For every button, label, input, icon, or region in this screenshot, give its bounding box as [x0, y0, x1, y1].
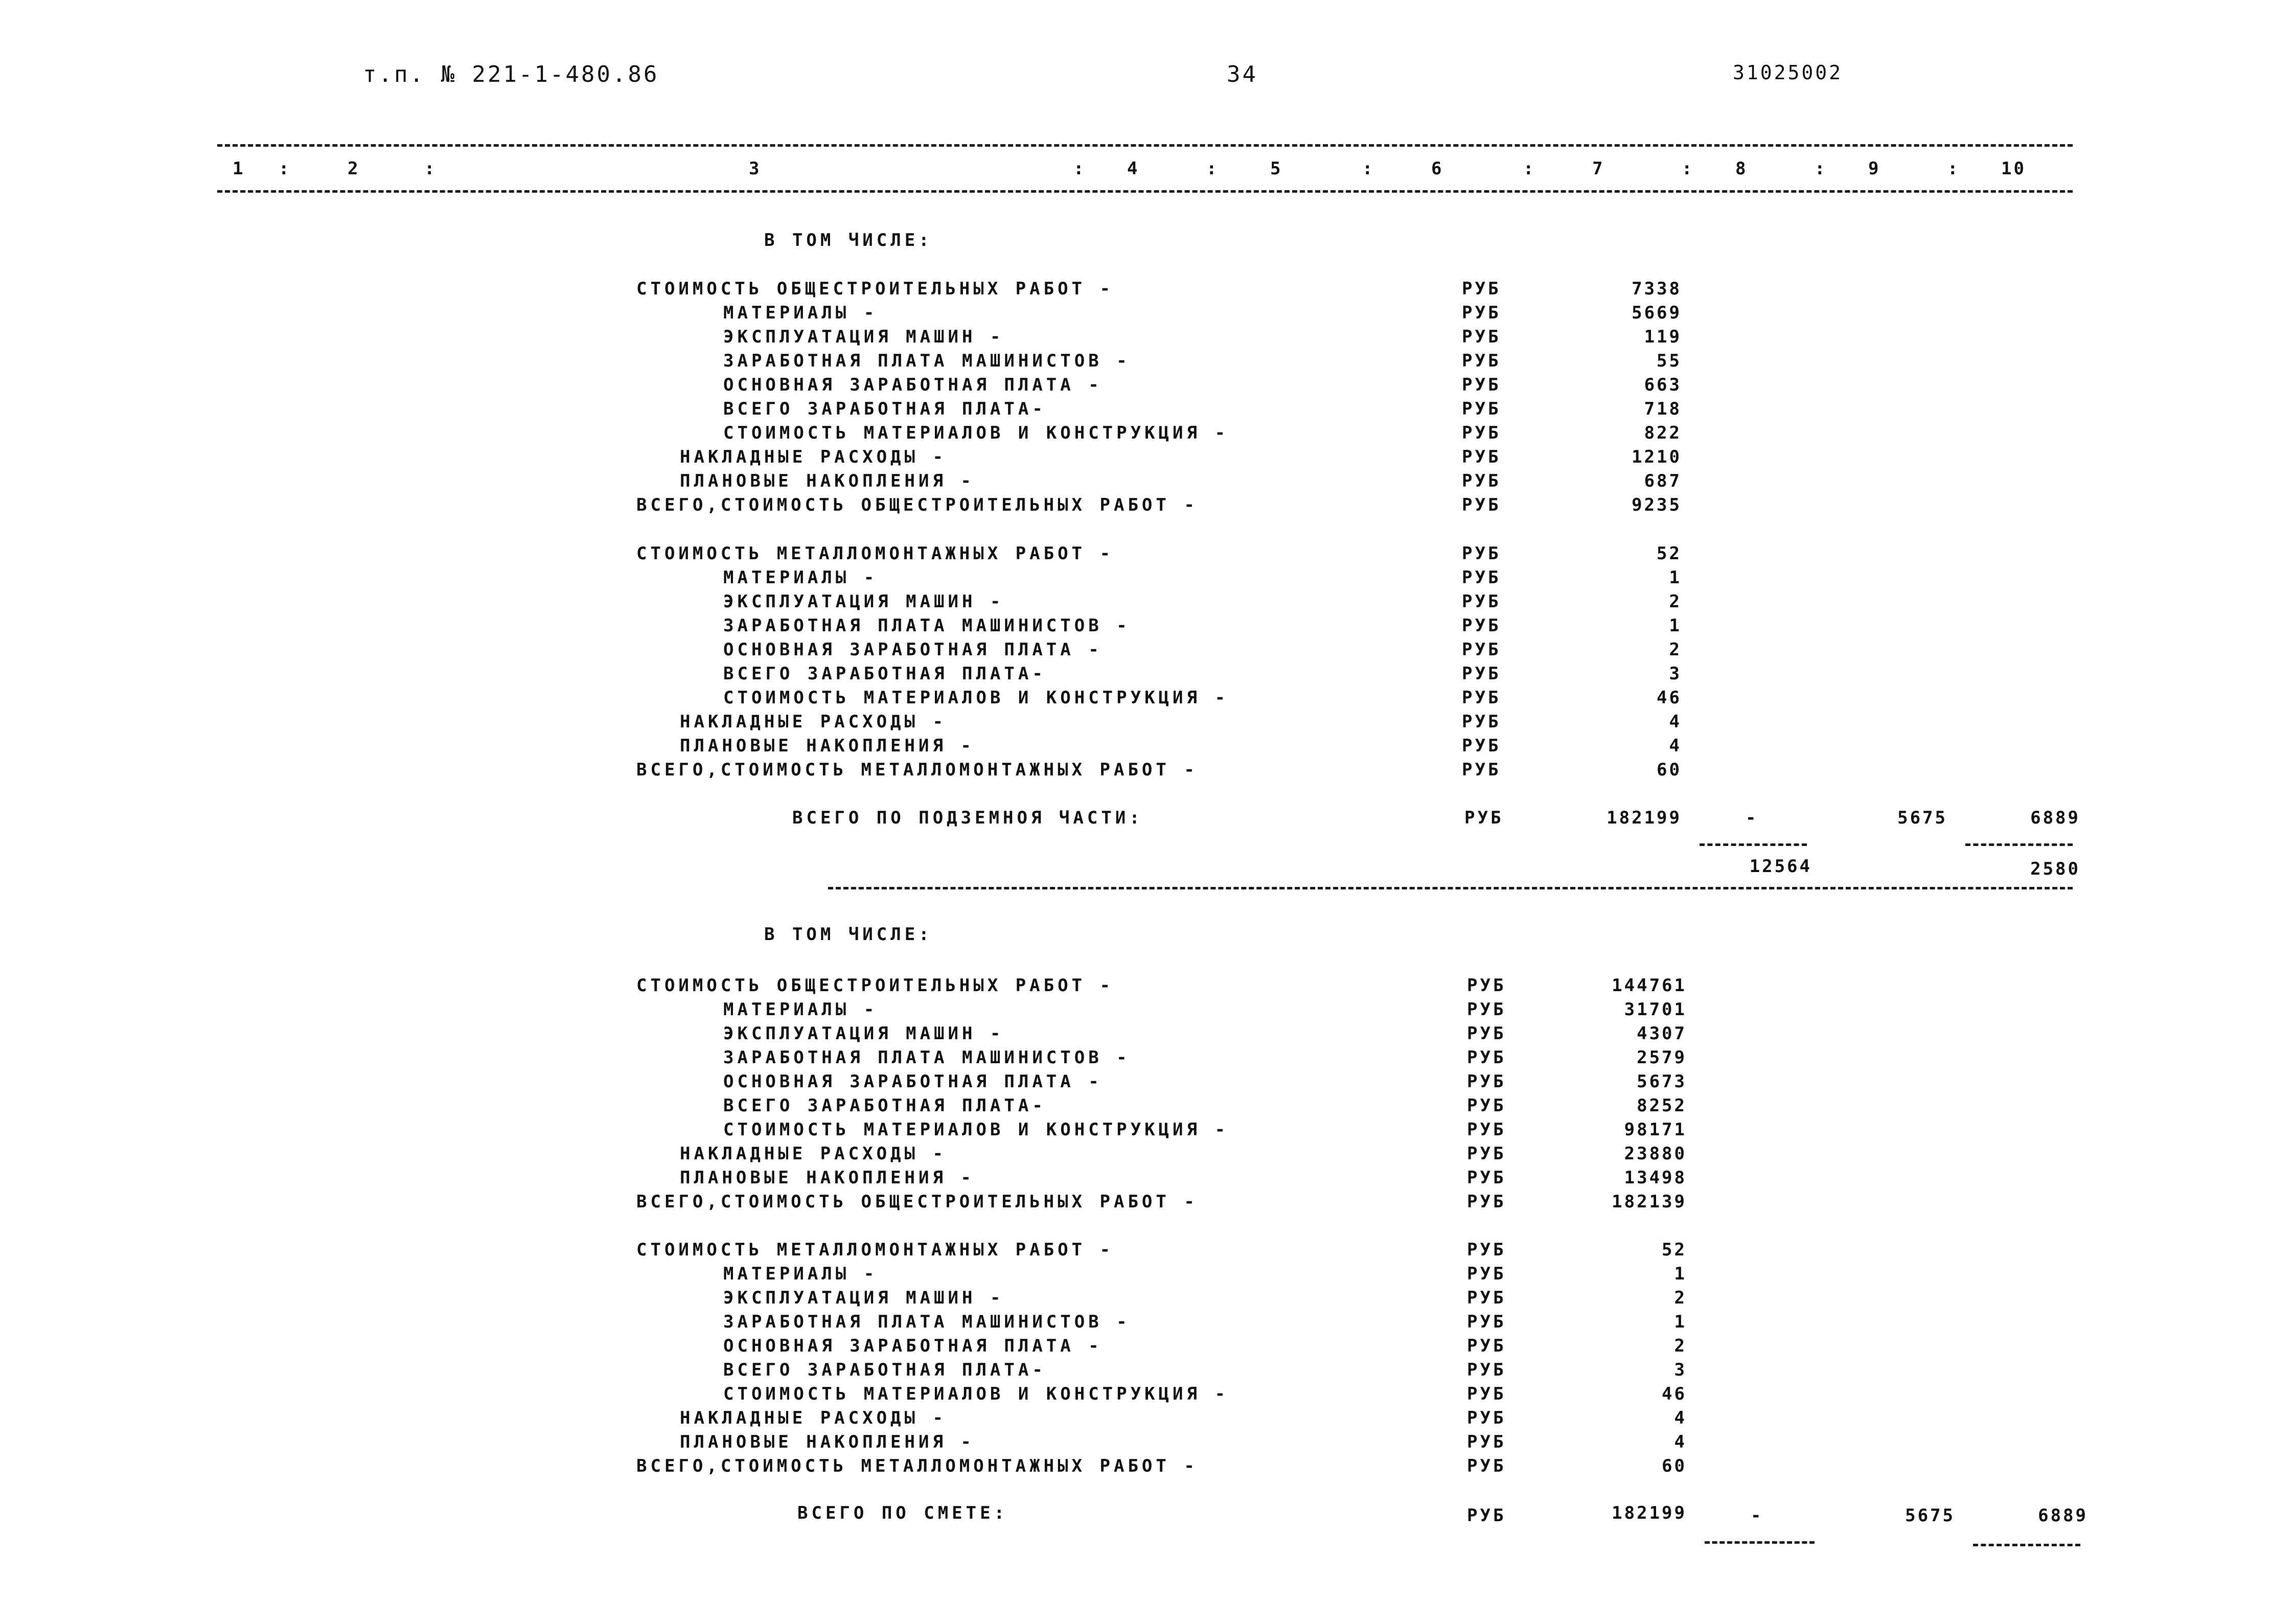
unit-label: РУБ	[1467, 1264, 1506, 1284]
cost-item-value: 4	[1669, 736, 1682, 756]
cost-item-label: НАКЛАДНЫЕ РАСХОДЫ -	[680, 1143, 947, 1164]
top-rule	[217, 144, 2073, 147]
cost-item-label: ВСЕГО ЗАРАБОТНАЯ ПЛАТА-	[723, 1095, 1046, 1116]
unit-label: РУБ	[1467, 1071, 1506, 1092]
cost-item-value: 52	[1662, 1240, 1687, 1260]
cost-item-value: 3	[1674, 1360, 1687, 1380]
column-number: 2	[348, 158, 360, 179]
unit-label: РУБ	[1467, 1432, 1506, 1452]
section-subheading: В ТОМ ЧИСЛЕ:	[764, 924, 933, 945]
unit-label: РУБ	[1467, 1360, 1506, 1380]
cost-item-value: 60	[1662, 1456, 1687, 1476]
total-col10: 6889	[2030, 808, 2080, 828]
cost-item-value: 60	[1657, 760, 1682, 780]
cost-item-label: МАТЕРИАЛЫ -	[723, 567, 878, 588]
cost-item-value: 663	[1644, 375, 1682, 395]
total-col7: 182199	[1607, 808, 1682, 828]
cost-item-value: 7338	[1632, 279, 1682, 299]
column-separator: :	[1362, 158, 1373, 179]
cost-item-value: 2	[1674, 1288, 1687, 1308]
cost-item-label: ВСЕГО ЗАРАБОТНАЯ ПЛАТА-	[723, 399, 1046, 419]
unit-label: РУБ	[1462, 615, 1501, 636]
cost-item-label: ЭКСПЛУАТАЦИЯ МАШИН -	[723, 1288, 1004, 1308]
cost-item-value: 182139	[1612, 1192, 1687, 1212]
estimate-col9: 5675	[1905, 1505, 1955, 1526]
cost-item-value: 3	[1669, 664, 1682, 684]
cost-item-label: ЭКСПЛУАТАЦИЯ МАШИН -	[723, 591, 1004, 612]
cost-item-value: 2	[1669, 639, 1682, 660]
cost-item-value: 5669	[1632, 303, 1682, 323]
unit-label: РУБ	[1467, 1408, 1506, 1428]
unit-label: РУБ	[1462, 736, 1501, 756]
unit-label: РУБ	[1462, 471, 1501, 491]
unit-label: РУБ	[1467, 999, 1506, 1020]
unit-label: РУБ	[1467, 1143, 1506, 1164]
bottom-rule	[217, 190, 2073, 193]
unit-label: РУБ	[1462, 279, 1501, 299]
cost-item-label: НАКЛАДНЫЕ РАСХОДЫ -	[680, 712, 947, 732]
unit-label: РУБ	[1467, 1240, 1506, 1260]
unit-label: РУБ	[1462, 664, 1501, 684]
cost-item-value: 119	[1644, 327, 1682, 347]
unit-label: РУБ	[1467, 1312, 1506, 1332]
unit-label: РУБ	[1462, 567, 1501, 588]
unit-label: РУБ	[1467, 1336, 1506, 1356]
estimate-col7: 182199	[1612, 1503, 1687, 1523]
cost-item-value: 2579	[1637, 1047, 1687, 1068]
cost-item-value: 1	[1674, 1312, 1687, 1332]
cost-item-value: 98171	[1624, 1119, 1687, 1140]
cost-item-label: ПЛАНОВЫЕ НАКОПЛЕНИЯ -	[680, 1168, 975, 1188]
cost-item-value: 52	[1657, 543, 1682, 564]
cost-item-label: МАТЕРИАЛЫ -	[723, 303, 878, 323]
cost-item-label: СТОИМОСТЬ МАТЕРИАЛОВ И КОНСТРУКЦИЯ -	[723, 1119, 1229, 1140]
sub-rule-col10	[1965, 843, 2073, 846]
column-number: 1	[233, 158, 245, 179]
cost-item-label: ПЛАНОВЫЕ НАКОПЛЕНИЯ -	[680, 471, 975, 491]
cost-item-value: 8252	[1637, 1095, 1687, 1116]
cost-item-label: СТОИМОСТЬ МАТЕРИАЛОВ И КОНСТРУКЦИЯ -	[723, 423, 1229, 443]
column-number: 8	[1735, 158, 1748, 179]
unit-label: РУБ	[1462, 495, 1501, 515]
column-number: 6	[1431, 158, 1444, 179]
unit-label: РУБ	[1467, 1119, 1506, 1140]
cost-item-label: ЗАРАБОТНАЯ ПЛАТА МАШИНИСТОВ -	[723, 615, 1131, 636]
cost-item-label: МАТЕРИАЛЫ -	[723, 1264, 878, 1284]
unit-label: РУБ	[1464, 808, 1504, 828]
column-separator: :	[1073, 158, 1084, 179]
sub-rule-col10	[1973, 1544, 2080, 1546]
cost-item-label: ОСНОВНАЯ ЗАРАБОТНАЯ ПЛАТА -	[723, 1071, 1103, 1092]
cost-item-value: 13498	[1624, 1168, 1687, 1188]
cost-item-value: 46	[1662, 1384, 1687, 1404]
unit-label: РУБ	[1462, 351, 1501, 371]
estimate-col10: 6889	[2038, 1505, 2088, 1526]
unit-label: РУБ	[1462, 688, 1501, 708]
unit-label: РУБ	[1467, 1505, 1506, 1526]
cost-item-label: ВСЕГО ЗАРАБОТНАЯ ПЛАТА-	[723, 664, 1046, 684]
cost-item-value: 4	[1674, 1432, 1687, 1452]
cost-item-value: 822	[1644, 423, 1682, 443]
cost-item-value: 687	[1644, 471, 1682, 491]
document-code: 31025002	[1733, 61, 1843, 84]
cost-item-value: 1	[1674, 1264, 1687, 1284]
cost-item-label: ВСЕГО,СТОИМОСТЬ МЕТАЛЛОМОНТАЖНЫХ РАБОТ -	[636, 760, 1198, 780]
cost-item-value: 2	[1674, 1336, 1687, 1356]
cost-item-label: ПЛАНОВЫЕ НАКОПЛЕНИЯ -	[680, 736, 975, 756]
underground-total-label: ВСЕГО ПО ПОДЗЕМНОЯ ЧАСТИ:	[792, 808, 1143, 828]
cost-item-label: ОСНОВНАЯ ЗАРАБОТНАЯ ПЛАТА -	[723, 639, 1103, 660]
section-divider	[828, 887, 2073, 889]
cost-item-label: ЗАРАБОТНАЯ ПЛАТА МАШИНИСТОВ -	[723, 1047, 1131, 1068]
cost-item-value: 1210	[1632, 447, 1682, 467]
cost-item-value: 4	[1674, 1408, 1687, 1428]
column-separator: :	[1523, 158, 1534, 179]
cost-item-label: ЭКСПЛУАТАЦИЯ МАШИН -	[723, 327, 1004, 347]
cost-item-label: СТОИМОСТЬ ОБЩЕСТРОИТЕЛЬНЫХ РАБОТ -	[636, 975, 1114, 996]
unit-label: РУБ	[1467, 1095, 1506, 1116]
cost-item-label: СТОИМОСТЬ МЕТАЛЛОМОНТАЖНЫХ РАБОТ -	[636, 543, 1114, 564]
unit-label: РУБ	[1467, 1192, 1506, 1212]
cost-item-value: 55	[1657, 351, 1682, 371]
cost-item-label: НАКЛАДНЫЕ РАСХОДЫ -	[680, 447, 947, 467]
sub-rule-col8	[1700, 843, 1807, 846]
subtotal-col10: 2580	[2030, 859, 2080, 879]
cost-item-label: ЗАРАБОТНАЯ ПЛАТА МАШИНИСТОВ -	[723, 1312, 1131, 1332]
cost-item-value: 2	[1669, 591, 1682, 612]
unit-label: РУБ	[1462, 303, 1501, 323]
cost-item-value: 46	[1657, 688, 1682, 708]
unit-label: РУБ	[1462, 399, 1501, 419]
cost-item-value: 1	[1669, 615, 1682, 636]
unit-label: РУБ	[1467, 1047, 1506, 1068]
unit-label: РУБ	[1462, 375, 1501, 395]
cost-item-label: СТОИМОСТЬ МАТЕРИАЛОВ И КОНСТРУКЦИЯ -	[723, 1384, 1229, 1404]
unit-label: РУБ	[1462, 712, 1501, 732]
cost-item-value: 718	[1644, 399, 1682, 419]
subtotal-col8: 12564	[1749, 856, 1812, 877]
unit-label: РУБ	[1467, 1288, 1506, 1308]
total-col9: 5675	[1897, 808, 1947, 828]
cost-item-value: 23880	[1624, 1143, 1687, 1164]
unit-label: РУБ	[1462, 327, 1501, 347]
column-separator: :	[1815, 158, 1825, 179]
sub-rule-col8	[1705, 1541, 1815, 1544]
section-subheading: В ТОМ ЧИСЛЕ:	[764, 230, 933, 250]
cost-item-label: ЭКСПЛУАТАЦИЯ МАШИН -	[723, 1023, 1004, 1044]
page-number: 34	[1227, 61, 1258, 87]
cost-item-label: ПЛАНОВЫЕ НАКОПЛЕНИЯ -	[680, 1432, 975, 1452]
cost-item-label: НАКЛАДНЫЕ РАСХОДЫ -	[680, 1408, 947, 1428]
cost-item-label: ЗАРАБОТНАЯ ПЛАТА МАШИНИСТОВ -	[723, 351, 1131, 371]
column-number: 9	[1868, 158, 1881, 179]
column-number: 3	[749, 158, 762, 179]
document-number: т.п. № 221-1-480.86	[363, 61, 659, 87]
unit-label: РУБ	[1467, 1168, 1506, 1188]
cost-item-value: 9235	[1632, 495, 1682, 515]
cost-item-value: 1	[1669, 567, 1682, 588]
total-col8-dash: -	[1746, 808, 1760, 828]
cost-item-label: ОСНОВНАЯ ЗАРАБОТНАЯ ПЛАТА -	[723, 1336, 1103, 1356]
column-separator: :	[1947, 158, 1958, 179]
cost-item-value: 4307	[1637, 1023, 1687, 1044]
column-number: 7	[1592, 158, 1605, 179]
unit-label: РУБ	[1462, 423, 1501, 443]
cost-item-value: 4	[1669, 712, 1682, 732]
column-number: 10	[2001, 158, 2026, 179]
unit-label: РУБ	[1462, 760, 1501, 780]
cost-item-label: СТОИМОСТЬ МЕТАЛЛОМОНТАЖНЫХ РАБОТ -	[636, 1240, 1114, 1260]
cost-item-label: ВСЕГО,СТОИМОСТЬ ОБЩЕСТРОИТЕЛЬНЫХ РАБОТ -	[636, 495, 1198, 515]
estimate-total-label: ВСЕГО ПО СМЕТЕ:	[797, 1503, 1008, 1523]
cost-item-label: СТОИМОСТЬ МАТЕРИАЛОВ И КОНСТРУКЦИЯ -	[723, 688, 1229, 708]
unit-label: РУБ	[1462, 543, 1501, 564]
column-separator: :	[424, 158, 435, 179]
column-separator: :	[279, 158, 289, 179]
cost-item-label: ВСЕГО,СТОИМОСТЬ МЕТАЛЛОМОНТАЖНЫХ РАБОТ -	[636, 1456, 1198, 1476]
unit-label: РУБ	[1467, 1023, 1506, 1044]
cost-item-value: 31701	[1624, 999, 1687, 1020]
column-number: 4	[1127, 158, 1140, 179]
cost-item-label: ВСЕГО ЗАРАБОТНАЯ ПЛАТА-	[723, 1360, 1046, 1380]
unit-label: РУБ	[1462, 447, 1501, 467]
cost-item-value: 5673	[1637, 1071, 1687, 1092]
cost-item-label: ОСНОВНАЯ ЗАРАБОТНАЯ ПЛАТА -	[723, 375, 1103, 395]
unit-label: РУБ	[1467, 975, 1506, 996]
cost-item-value: 144761	[1612, 975, 1687, 996]
estimate-col8-dash: -	[1751, 1505, 1765, 1526]
column-number: 5	[1270, 158, 1283, 179]
cost-item-label: СТОИМОСТЬ ОБЩЕСТРОИТЕЛЬНЫХ РАБОТ -	[636, 279, 1114, 299]
column-separator: :	[1206, 158, 1217, 179]
column-separator: :	[1682, 158, 1692, 179]
unit-label: РУБ	[1462, 591, 1501, 612]
unit-label: РУБ	[1467, 1456, 1506, 1476]
cost-item-label: МАТЕРИАЛЫ -	[723, 999, 878, 1020]
unit-label: РУБ	[1467, 1384, 1506, 1404]
unit-label: РУБ	[1462, 639, 1501, 660]
cost-item-label: ВСЕГО,СТОИМОСТЬ ОБЩЕСТРОИТЕЛЬНЫХ РАБОТ -	[636, 1192, 1198, 1212]
